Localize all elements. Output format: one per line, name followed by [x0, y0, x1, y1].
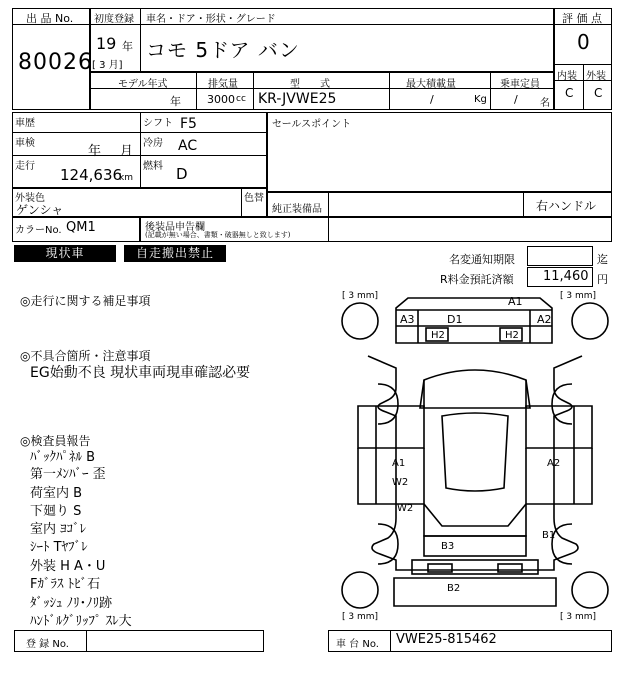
inspector-line: 荷室内 B — [30, 486, 83, 501]
max-load-unit: Kg — [474, 94, 487, 105]
displacement-label: 排気量 — [208, 79, 238, 90]
damage-mark: A1 — [392, 458, 406, 469]
model-year-label: モデル年式 — [118, 79, 168, 90]
registration-month: [ 3 月] — [92, 60, 123, 71]
first-registration-label: 初度登録 — [94, 14, 134, 25]
driving-notes-heading: ◎走行に関する補足事項 — [20, 294, 151, 308]
model-year-value: 年 — [170, 95, 181, 108]
vehicle-damage-diagram — [338, 288, 612, 622]
damage-mark: D1 — [447, 313, 463, 326]
interior-label: 内装 — [557, 71, 577, 82]
defect-notes-text: EG始動不良 現状車両現車確認必要 — [30, 365, 251, 381]
sales-point-label: セールスポイント — [272, 119, 352, 130]
defect-notes-heading: ◎不具合箇所・注意事項 — [20, 349, 151, 363]
steering-side: 右ハンドル — [536, 199, 597, 213]
repaint-label: 色替 — [244, 193, 264, 204]
displacement-unit: cc — [236, 94, 246, 104]
mileage-value: 124,636 — [60, 166, 123, 184]
type-label: 型 式 — [290, 79, 330, 90]
damage-mark: A3 — [400, 313, 415, 326]
inspector-line: 室内 ﾖｺﾞﾚ — [30, 522, 87, 537]
no-self-drive-tag: 自走搬出禁止 — [124, 245, 226, 262]
rear-right-tire — [572, 572, 608, 608]
exterior-grade: C — [594, 86, 603, 100]
color-number: QM1 — [66, 220, 96, 235]
ac-label: 冷房 — [143, 138, 163, 149]
history-label: 車歴 — [15, 118, 35, 129]
lot-number-label: 出 品 No. — [26, 12, 74, 25]
shift-value: F5 — [180, 116, 197, 132]
aftermarket-label: 後装品申告欄 — [145, 222, 205, 233]
color-value: ゲンシャ — [16, 203, 64, 217]
fuel-value: D — [176, 165, 188, 183]
inspector-line: Fｶﾞﾗｽ ﾄﾋﾞ石 — [30, 577, 101, 592]
recycle-fee-unit: 円 — [597, 273, 608, 286]
lot-number: 80026 — [18, 50, 93, 75]
damage-mark: W2 — [392, 477, 409, 488]
inspector-line: ｼｰﾄ Tﾔﾌﾞﾚ — [30, 540, 88, 555]
damage-mark: H2 — [505, 330, 519, 341]
tire-depth-label: [ 3 mm] — [560, 612, 597, 622]
name-change-deadline-unit: 迄 — [597, 253, 608, 266]
damage-mark: A2 — [547, 458, 561, 469]
damage-mark: W2 — [397, 503, 414, 514]
inspection-month: 月 — [120, 144, 134, 159]
inspector-line: 第一ﾒﾝﾊﾞｰ 歪 — [30, 467, 106, 482]
chassis-number-label: 車 台 No. — [336, 639, 379, 650]
inspection-label: 車検 — [15, 138, 35, 149]
inspection-year: 年 — [88, 144, 102, 159]
fuel-label: 燃料 — [143, 161, 163, 172]
inspector-line: 下廻り S — [30, 504, 82, 519]
mileage-unit: km — [119, 173, 133, 183]
inspector-line: ﾊﾞｯｸﾊﾟﾈﾙ B — [30, 450, 96, 465]
inspector-report-heading: ◎検査員報告 — [20, 434, 91, 448]
chassis-number: VWE25-815462 — [396, 632, 497, 647]
as-is-vehicle-tag: 現状車 — [14, 245, 116, 262]
registration-number-label: 登 録 No. — [26, 639, 69, 650]
name-change-deadline-label: 名変通知期限 — [449, 253, 515, 266]
capacity-unit: 名 — [540, 98, 550, 109]
tire-depth-label: [ 3 mm] — [560, 291, 597, 301]
tire-depth-label: [ 3 mm] — [342, 612, 379, 622]
car-name: コモ 5ドア バン — [146, 38, 300, 62]
inspector-line: ﾀﾞｯｼｭ ﾉﾘ･ﾉﾘ跡 — [30, 596, 113, 611]
recycle-fee-label: R料金預託済額 — [440, 273, 514, 286]
inspector-line: ﾊﾝﾄﾞﾙｸﾞﾘｯﾌﾟ ｽﾚ大 — [30, 614, 132, 629]
registration-year-unit: 年 — [122, 40, 133, 53]
color-label: 外装色 — [15, 193, 45, 204]
rating-score: 0 — [577, 30, 590, 54]
shift-label: シフト — [143, 118, 173, 129]
damage-mark: B1 — [542, 530, 556, 541]
damage-mark: H2 — [431, 330, 445, 341]
max-load-label: 最大積載量 — [406, 79, 456, 90]
damage-mark: B3 — [441, 541, 455, 552]
type-value: KR-JVWE25 — [258, 91, 337, 107]
name-change-deadline-value — [527, 246, 593, 266]
color-number-label: カラーNo. — [15, 225, 62, 236]
capacity-value: / — [514, 93, 518, 106]
recycle-fee-value: 11,460 — [543, 269, 589, 284]
aftermarket-note: (記載が無い場合、書類・破器無しと致します) — [145, 231, 291, 239]
registration-year: 19 — [96, 34, 117, 53]
car-title-label: 車名・ドア・形状・グレード — [146, 14, 276, 25]
genuine-equipment-label: 純正装備品 — [272, 204, 322, 215]
rating-label: 評 価 点 — [562, 12, 602, 25]
capacity-label: 乗車定員 — [500, 79, 540, 90]
front-right-tire — [572, 303, 608, 339]
tire-depth-label: [ 3 mm] — [342, 291, 379, 301]
inspector-line: 外装 H A・U — [30, 559, 106, 574]
exterior-label: 外装 — [586, 71, 606, 82]
front-left-tire — [342, 303, 378, 339]
damage-mark: B2 — [447, 583, 461, 594]
mileage-label: 走行 — [15, 161, 35, 172]
damage-mark: A1 — [508, 295, 523, 308]
ac-value: AC — [178, 138, 198, 154]
max-load-value: / — [430, 93, 434, 106]
damage-mark: A2 — [537, 313, 552, 326]
interior-grade: C — [565, 86, 574, 100]
displacement-value: 3000 — [207, 93, 235, 106]
rear-left-tire — [342, 572, 378, 608]
